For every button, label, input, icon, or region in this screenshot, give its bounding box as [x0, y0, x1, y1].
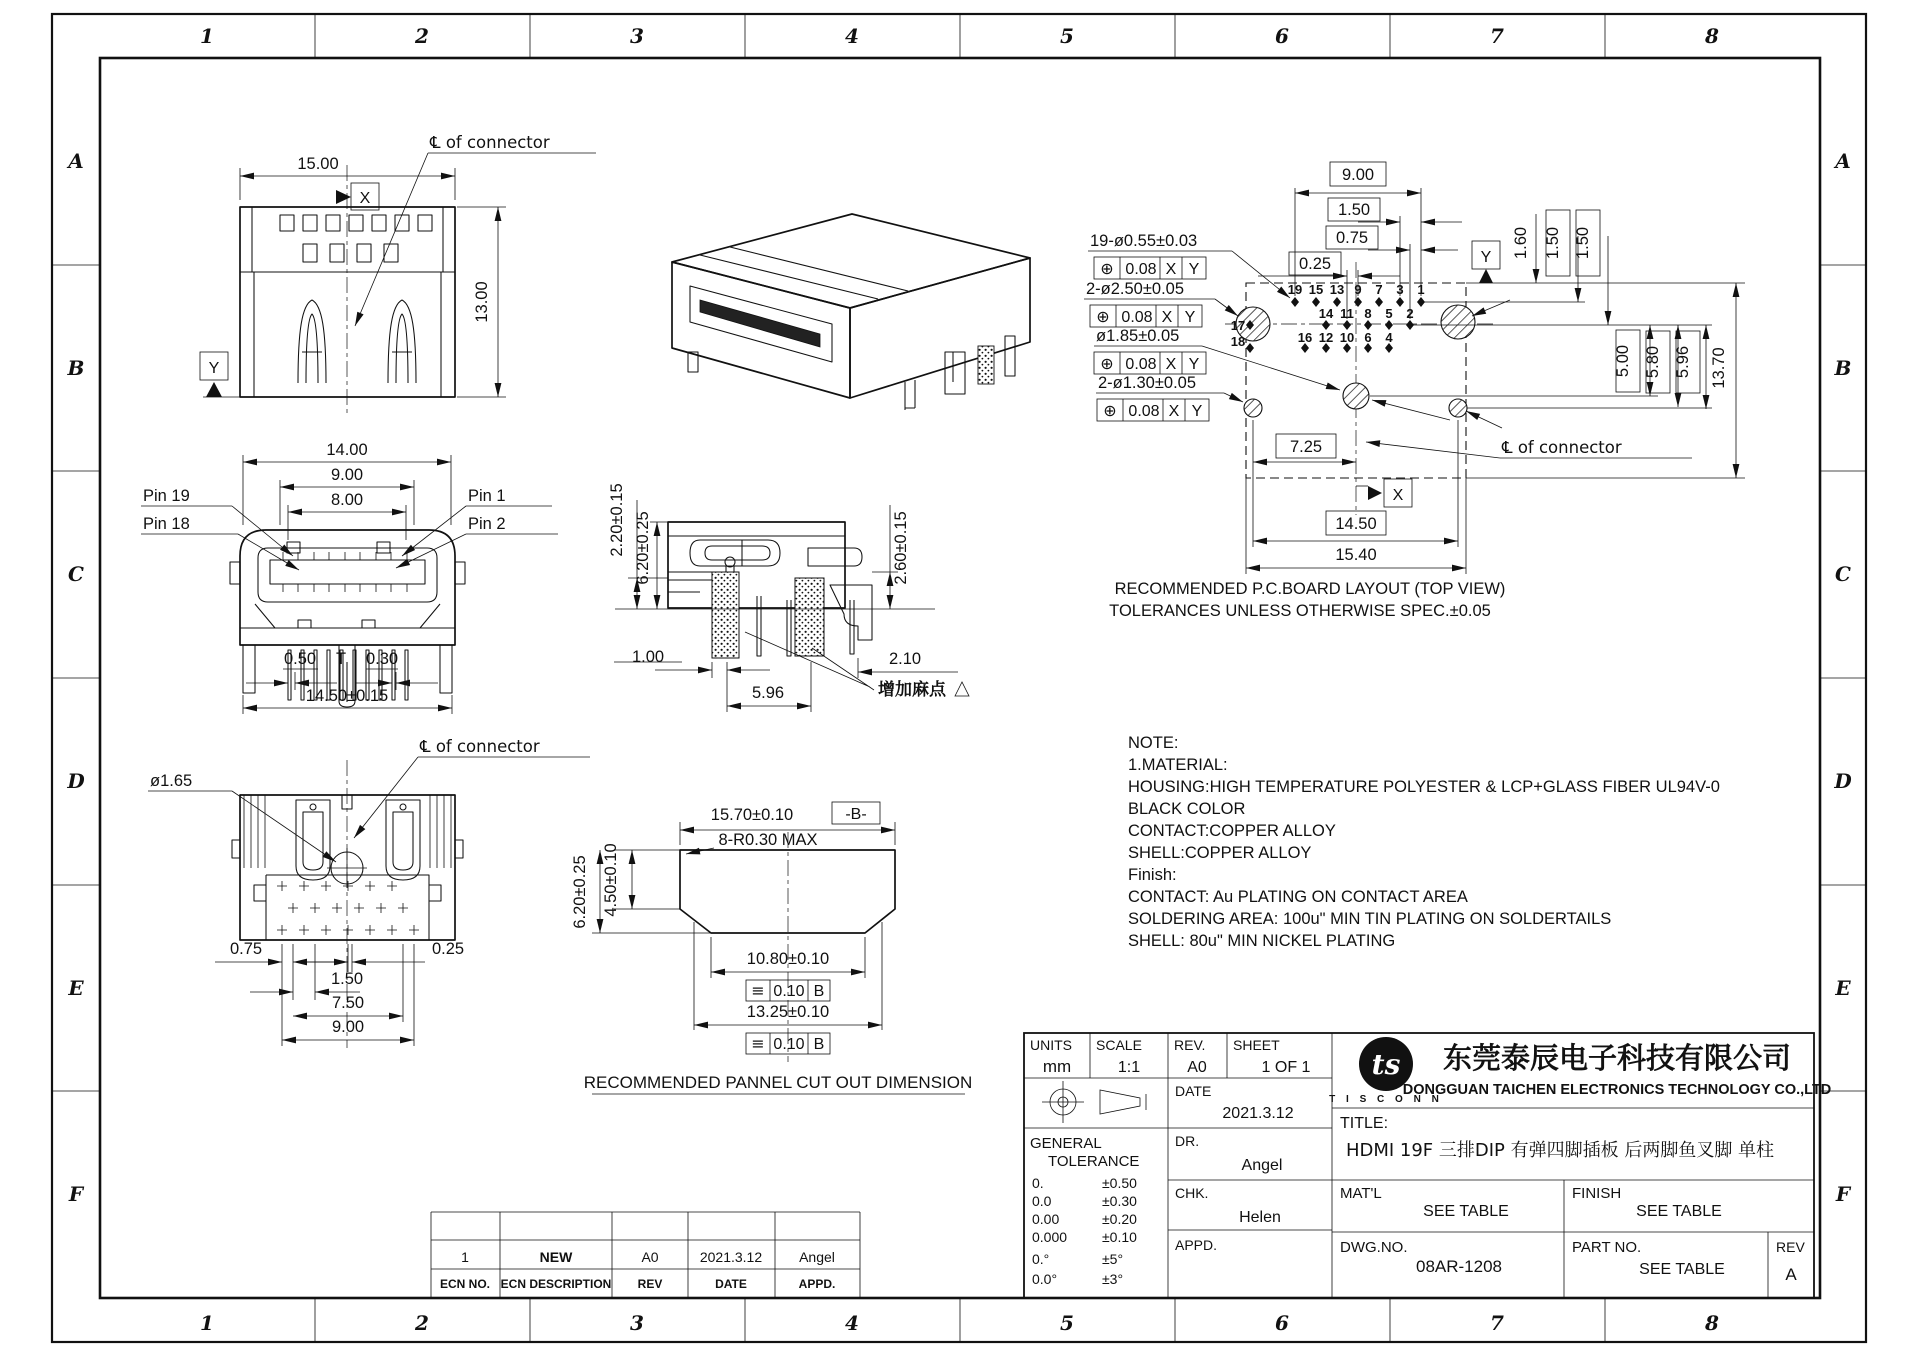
sheet-value: 1 OF 1 [1261, 1059, 1311, 1076]
pin-number: 8 [1364, 306, 1372, 321]
dim-160: 1.60 [1512, 226, 1530, 260]
dim-1325: 13.25±0.10 [746, 1003, 830, 1021]
zone-col: 5 [1060, 24, 1074, 48]
ecn-date: 2021.3.12 [699, 1249, 763, 1265]
dim-1080: 10.80±0.10 [746, 950, 830, 968]
pin1-label: Pin 1 [468, 487, 506, 505]
dim-front-height: 13.00 [473, 281, 491, 323]
datum-y-label: Y [208, 360, 220, 377]
fcf-datum-y: Y [1184, 309, 1196, 326]
pin-number: 9 [1354, 282, 1362, 297]
pin-number: 13 [1329, 282, 1345, 297]
ecn-header: APPD. [798, 1277, 836, 1291]
position-symbol: ⊕ [1100, 354, 1114, 373]
dim-500: 5.00 [1614, 344, 1632, 378]
fcf-datum-x: X [1165, 356, 1177, 373]
scale-value: 1:1 [1117, 1059, 1141, 1076]
fcf-tol: 0.08 [1125, 261, 1157, 278]
note-line: CONTACT:COPPER ALLOY [1128, 822, 1336, 840]
dim-725: 7.25 [1289, 438, 1323, 456]
dim-hole-165: ø1.65 [150, 772, 193, 790]
dim-580: 5.80 [1644, 345, 1662, 379]
ecn-appd: Angel [799, 1249, 835, 1265]
dim-r030: 8-R0.30 MAX [718, 831, 818, 849]
zone-col: 8 [1705, 1311, 1719, 1335]
projection-symbol [1042, 1081, 1146, 1123]
zone-col: 4 [845, 24, 859, 48]
pin-number: 4 [1385, 330, 1393, 345]
chk-value: Helen [1239, 1209, 1281, 1226]
pin-number: 7 [1375, 282, 1383, 297]
note-add-dimples: 增加麻点 [878, 680, 946, 700]
dim-075-pcb: 0.75 [1335, 229, 1369, 247]
callout-label: 19-ø0.55±0.03 [1090, 232, 1198, 250]
dim-1540: 15.40 [1335, 546, 1377, 564]
front-view [200, 133, 596, 415]
gt-rows [1032, 1175, 1137, 1287]
units-value: mm [1042, 1057, 1072, 1076]
ecn-rev: A0 [641, 1249, 659, 1265]
dim-1450: 14.50±0.15 [305, 687, 389, 705]
ecn-description: NEW [539, 1249, 573, 1265]
logo-ts: ts [1371, 1048, 1401, 1081]
dim-450: 4.50±0.10 [602, 843, 620, 917]
title-block [1024, 1033, 1831, 1298]
svg-text:0.0: 0.0 [1032, 1193, 1052, 1209]
svg-text:0.00: 0.00 [1032, 1211, 1060, 1227]
note-line: SHELL: 80u" MIN NICKEL PLATING [1128, 932, 1396, 950]
zone-col: 1 [200, 24, 214, 48]
zone-col: 6 [1275, 24, 1289, 48]
pin-number: 16 [1297, 330, 1313, 345]
zone-col: 3 [630, 1311, 644, 1335]
zone-row: F [68, 1182, 84, 1206]
symmetry-datum: B [813, 1036, 825, 1053]
dim-260: 2.60±0.15 [892, 511, 910, 585]
pin19-label: Pin 19 [143, 487, 190, 505]
isometric-view [672, 214, 1030, 410]
units-label: UNITS [1030, 1037, 1072, 1053]
dim-596-pcb: 5.96 [1674, 345, 1692, 379]
zone-col: 5 [1060, 1311, 1074, 1335]
dr-value: Angel [1241, 1157, 1283, 1174]
note-line: Finish: [1128, 866, 1177, 884]
zone-row: C [1835, 562, 1851, 586]
date-label: DATE [1175, 1083, 1212, 1099]
callout-label: ø1.85±0.05 [1096, 327, 1180, 345]
dim-1570: 15.70±0.10 [710, 806, 794, 824]
position-symbol: ⊕ [1100, 259, 1114, 278]
zone-col: 6 [1275, 1311, 1289, 1335]
rev2-value: A [1785, 1265, 1797, 1284]
fcf-datum-x: X [1168, 403, 1180, 420]
dim-900-pcb: 9.00 [1341, 166, 1375, 184]
note-line: SHELL:COPPER ALLOY [1128, 844, 1312, 862]
dim-150-pcb: 1.50 [1337, 201, 1371, 219]
ecn-no: 1 [461, 1249, 469, 1265]
zone-col: 7 [1490, 24, 1504, 48]
svg-text:0.0°: 0.0° [1032, 1271, 1058, 1287]
zone-row: D [67, 769, 85, 793]
bottom-view [148, 737, 590, 1048]
zone-col: 8 [1705, 24, 1719, 48]
part-label: PART NO. [1572, 1239, 1642, 1256]
fcf-tol: 0.08 [1125, 356, 1157, 373]
position-symbol: ⊕ [1096, 307, 1110, 326]
pin2-label: Pin 2 [468, 515, 506, 533]
rear-view [141, 441, 558, 714]
pin-number: 6 [1364, 330, 1372, 345]
ecn-header: ECN DESCRIPTION [500, 1277, 612, 1291]
dwg-value: 08AR-1208 [1415, 1257, 1503, 1276]
note-line: HOUSING:HIGH TEMPERATURE POLYESTER & LCP+GLASS FIBER UL94V-0 [1128, 778, 1720, 796]
svg-text:±5°: ±5° [1102, 1251, 1124, 1267]
pin-number: 14 [1318, 306, 1334, 321]
note-line: CONTACT: Au PLATING ON CONTACT AREA [1128, 888, 1468, 906]
zone-row: A [1835, 149, 1851, 173]
rev-value: A0 [1187, 1059, 1207, 1076]
symmetry-tol: 0.10 [773, 983, 805, 1000]
svg-text:±0.10: ±0.10 [1102, 1229, 1137, 1245]
dim-620b: 6.20±0.25 [571, 855, 589, 929]
gt-label-2: TOLERANCE [1048, 1153, 1140, 1170]
zone-row: F [1835, 1182, 1851, 1206]
zone-row: D [1834, 769, 1852, 793]
fcf-datum-x: X [1165, 261, 1177, 278]
datum-x-flag: X [1392, 487, 1404, 504]
zone-letters-left [66, 149, 85, 1206]
company-name-cn: 东莞泰辰电子科技有限公司 [1442, 1041, 1792, 1075]
dim-8: 8.00 [330, 491, 364, 509]
pin-number: 15 [1308, 282, 1324, 297]
note-line: SOLDERING AREA: 100u" MIN TIN PLATING ON SOLDERTAILS [1128, 910, 1612, 928]
sheet-label: SHEET [1233, 1037, 1280, 1053]
symmetry-tol: 0.10 [773, 1036, 805, 1053]
dwg-label: DWG.NO. [1340, 1239, 1408, 1256]
rev-label: REV. [1174, 1037, 1206, 1053]
ecn-table [431, 1212, 860, 1298]
pin-number: 3 [1396, 282, 1404, 297]
zone-col: 3 [630, 24, 644, 48]
title-label: TITLE: [1340, 1115, 1389, 1132]
svg-text:0.°: 0.° [1032, 1251, 1050, 1267]
note-line: BLACK COLOR [1128, 800, 1246, 818]
note-line: 1.MATERIAL: [1128, 756, 1228, 774]
zone-row: E [1835, 976, 1851, 1000]
dim-596: 5.96 [751, 684, 785, 702]
dim-9: 9.00 [330, 466, 364, 484]
datum-x-label: X [359, 190, 371, 207]
pin-number: 12 [1318, 330, 1334, 345]
centerline-label: ℄ of connector [420, 737, 540, 756]
fcf-tol: 0.08 [1121, 309, 1153, 326]
zone-col: 1 [200, 1311, 214, 1335]
part-value: SEE TABLE [1639, 1261, 1725, 1278]
zone-row: B [1834, 356, 1852, 380]
dim-14: 14.00 [326, 441, 368, 459]
notes-block [1128, 734, 1720, 950]
svg-text:±0.30: ±0.30 [1102, 1193, 1137, 1209]
callout-label: 2-ø2.50±0.05 [1086, 280, 1185, 298]
zone-col: 2 [415, 24, 429, 48]
pin-number: 17 [1230, 318, 1246, 333]
callout-label: 2-ø1.30±0.05 [1098, 374, 1197, 392]
dim-220: 2.20±0.15 [608, 483, 626, 557]
pin-number: 10 [1339, 330, 1355, 345]
matl-label: MAT'L [1340, 1185, 1382, 1202]
pin-number: 19 [1287, 282, 1303, 297]
dim-900: 9.00 [331, 1018, 365, 1036]
date-value: 2021.3.12 [1222, 1105, 1294, 1122]
dr-label: DR. [1175, 1133, 1200, 1149]
rev2-label: REV [1776, 1239, 1805, 1255]
dim-210: 2.10 [888, 650, 922, 668]
zone-row: A [68, 149, 84, 173]
svg-text:±0.20: ±0.20 [1102, 1211, 1137, 1227]
dim-025-pcb: 0.25 [1298, 255, 1332, 273]
gt-label-1: GENERAL [1030, 1135, 1102, 1152]
dim-050: 0.50 [283, 650, 317, 668]
svg-text:0.000: 0.000 [1032, 1229, 1068, 1245]
pin18-label: Pin 18 [143, 515, 190, 533]
scale-label: SCALE [1096, 1037, 1142, 1053]
dim-150: 1.50 [330, 970, 364, 988]
symmetry-fcf-2 [746, 1033, 830, 1054]
zone-col: 7 [1490, 1311, 1504, 1335]
dim-1370: 13.70 [1710, 347, 1728, 389]
ecn-header: ECN NO. [439, 1277, 491, 1291]
ecn-header: DATE [715, 1277, 747, 1291]
ecn-header: REV [637, 1277, 663, 1291]
appd-label: APPD. [1175, 1237, 1218, 1253]
dim-075: 0.75 [229, 940, 263, 958]
position-symbol: ⊕ [1103, 401, 1117, 420]
zone-col: 2 [415, 1311, 429, 1335]
dim-750: 7.50 [331, 994, 365, 1012]
symmetry-symbol: ≡ [751, 1034, 765, 1053]
logo-tisconn: T I S C O N N [1329, 1094, 1443, 1105]
side-section-view [608, 483, 969, 712]
centerline-label: ℄ of connector [430, 133, 550, 152]
pcb-caption-2: TOLERANCES UNLESS OTHERWISE SPEC.±0.05 [1109, 602, 1491, 620]
fcf-datum-y: Y [1188, 261, 1200, 278]
fcf-datum-y: Y [1188, 356, 1200, 373]
datum-y-flag: Y [1480, 249, 1492, 266]
drawing-title: HDMI 19F 三排DIP 有弹四脚插板 后两脚鱼叉脚 单柱 [1345, 1140, 1775, 1161]
pin-number: 11 [1340, 306, 1354, 321]
dim-150c: 1.50 [1574, 226, 1592, 260]
symmetry-fcf-1 [746, 980, 830, 1001]
zone-col: 4 [845, 1311, 859, 1335]
zone-row: C [68, 562, 84, 586]
pcb-layout-view [1084, 162, 1745, 620]
panel-cutout-view [571, 802, 972, 1094]
fcf-tol: 0.08 [1128, 403, 1160, 420]
dim-100: 1.00 [631, 648, 665, 666]
fcf-datum-y: Y [1191, 403, 1203, 420]
zone-letters-right [1833, 149, 1852, 1206]
pcb-caption-1: RECOMMENDED P.C.BOARD LAYOUT (TOP VIEW) [1114, 580, 1506, 598]
zone-numbers-bottom [200, 1311, 1719, 1335]
dim-025: 0.25 [431, 940, 465, 958]
dim-front-width: 15.00 [297, 155, 339, 173]
pin-number: 18 [1230, 334, 1246, 349]
zone-numbers-top [200, 24, 1719, 48]
dim-1450-pcb: 14.50 [1335, 515, 1377, 533]
symmetry-datum: B [813, 983, 825, 1000]
zone-row: E [68, 976, 84, 1000]
svg-text:0.: 0. [1032, 1175, 1044, 1191]
chk-label: CHK. [1175, 1185, 1209, 1201]
panel-caption: RECOMMENDED PANNEL CUT OUT DIMENSION [583, 1073, 973, 1092]
dim-030: 0.30 [365, 650, 399, 668]
company-name-en: DONGGUAN TAICHEN ELECTRONICS TECHNOLOGY CO.,LTD [1402, 1082, 1832, 1098]
dim-T: T [335, 650, 347, 668]
dim-620: 6.20±0.25 [634, 511, 652, 585]
finish-value: SEE TABLE [1636, 1203, 1722, 1220]
finish-label: FINISH [1572, 1185, 1622, 1202]
note-line: NOTE: [1128, 734, 1179, 752]
svg-text:±3°: ±3° [1102, 1271, 1124, 1287]
pin-number: 2 [1406, 306, 1414, 321]
datum-b-flag: -B- [845, 806, 867, 823]
fcf-datum-x: X [1161, 309, 1173, 326]
pin-number: 1 [1417, 282, 1425, 297]
zone-row: B [67, 356, 85, 380]
matl-value: SEE TABLE [1423, 1203, 1509, 1220]
svg-text:±0.50: ±0.50 [1102, 1175, 1137, 1191]
symmetry-symbol: ≡ [751, 981, 765, 1000]
centerline-label-pcb: ℄ of connector [1502, 438, 1622, 457]
callout-130-holes [1096, 374, 1502, 428]
pin-number: 5 [1385, 306, 1393, 321]
dim-150b: 1.50 [1544, 226, 1562, 260]
